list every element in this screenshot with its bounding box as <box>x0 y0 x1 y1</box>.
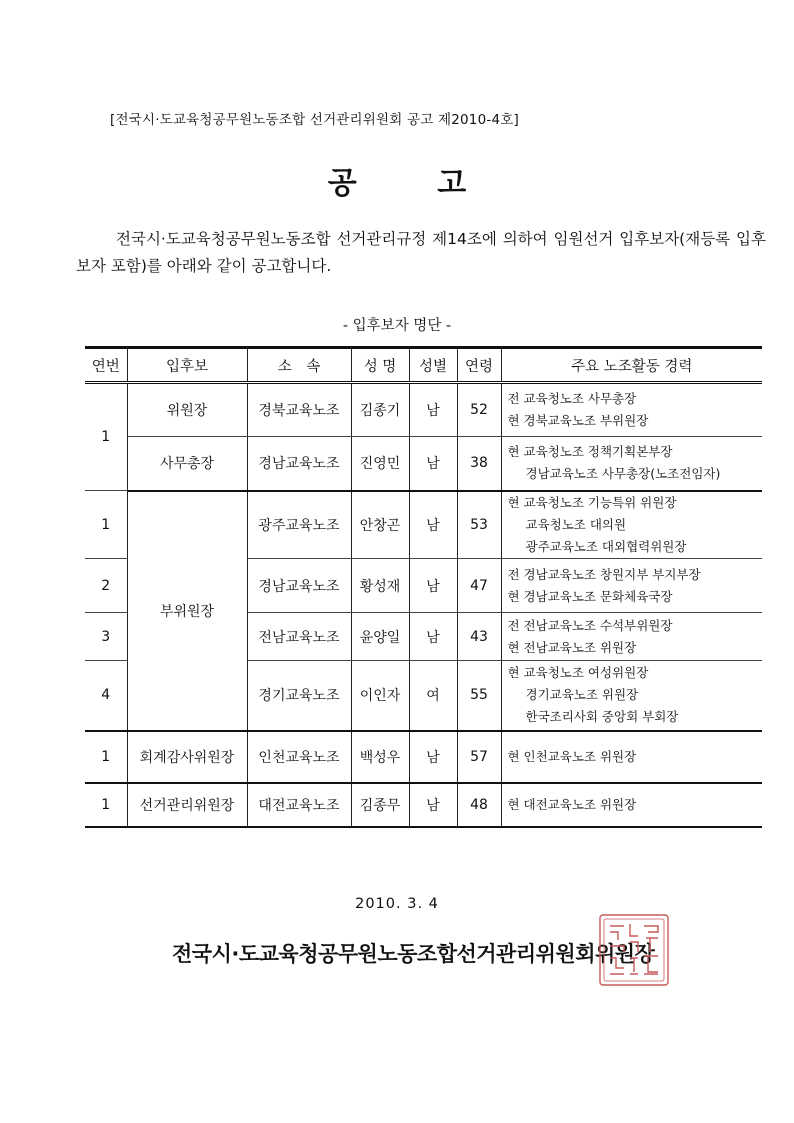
row-affiliation: 경기교육노조 <box>247 661 351 731</box>
career-line: 전 전남교육노조 수석부위원장 <box>507 617 673 633</box>
career-line: 현 경남교육노조 문화체육국장 <box>507 588 673 604</box>
table-row <box>85 731 762 783</box>
row-name: 진영민 <box>351 437 409 491</box>
table-row <box>85 383 762 437</box>
notice-reference: [전국시·도교육청공무원노동조합 선거관리위원회 공고 제2010-4호] <box>110 112 519 128</box>
row-gender: 남 <box>409 783 457 827</box>
career-line: 현 인천교육노조 위원장 <box>507 748 637 764</box>
row-name: 김종기 <box>351 383 409 437</box>
row-position: 부위원장 <box>127 491 247 731</box>
row-no: 1 <box>85 731 127 783</box>
row-affiliation: 인천교육노조 <box>247 731 351 783</box>
row-gender: 남 <box>409 491 457 559</box>
row-gender: 남 <box>409 383 457 437</box>
row-age: 48 <box>457 783 501 827</box>
row-no: 1 <box>85 383 127 491</box>
header-age: 연령 <box>457 348 501 383</box>
career-line: 교육청노조 대의원 <box>525 516 627 532</box>
candidate-table <box>85 346 762 828</box>
career-line: 현 대전교육노조 위원장 <box>507 796 637 812</box>
row-career <box>501 661 762 731</box>
candidate-list-heading: - 입후보자 명단 - <box>342 318 452 334</box>
row-career <box>501 613 762 661</box>
row-no: 2 <box>85 559 127 613</box>
header-name: 성 명 <box>351 348 409 383</box>
career-line: 전 교육청노조 사무총장 <box>507 391 637 406</box>
career-line: 경기교육노조 위원장 <box>525 687 639 703</box>
row-career <box>501 383 762 437</box>
row-gender: 남 <box>409 613 457 661</box>
row-no: 1 <box>85 491 127 559</box>
notice-body <box>76 226 766 280</box>
row-position: 사무총장 <box>127 437 247 491</box>
row-age: 38 <box>457 437 501 491</box>
row-position: 선거관리위원장 <box>127 783 247 827</box>
document-title: 공 고 <box>327 166 467 201</box>
row-age: 55 <box>457 661 501 731</box>
seal-graphic <box>600 915 668 985</box>
career-line: 현 경북교육노조 부위원장 <box>507 413 649 428</box>
row-affiliation: 경남교육노조 <box>247 437 351 491</box>
row-name: 안창곤 <box>351 491 409 559</box>
row-gender: 남 <box>409 437 457 491</box>
career-line: 현 교육청노조 여성위원장 <box>507 665 649 681</box>
career-line: 경남교육노조 사무총장(노조전임자) <box>525 466 721 482</box>
row-name: 백성우 <box>351 731 409 783</box>
row-affiliation: 대전교육노조 <box>247 783 351 827</box>
row-name: 이인자 <box>351 661 409 731</box>
row-no: 3 <box>85 613 127 661</box>
row-career <box>501 491 762 559</box>
row-no: 1 <box>85 783 127 827</box>
row-age: 43 <box>457 613 501 661</box>
notice-date: 2010. 3. 4 <box>355 896 439 912</box>
row-gender: 남 <box>409 731 457 783</box>
row-age: 52 <box>457 383 501 437</box>
row-gender: 남 <box>409 559 457 613</box>
table-header-row <box>85 348 762 383</box>
row-affiliation: 경남교육노조 <box>247 559 351 613</box>
header-career: 주요 노조활동 경력 <box>501 348 762 383</box>
header-position: 입후보 <box>127 348 247 383</box>
row-no: 4 <box>85 661 127 731</box>
row-age: 47 <box>457 559 501 613</box>
row-career <box>501 559 762 613</box>
header-no: 연번 <box>85 348 127 383</box>
table-row <box>85 783 762 827</box>
row-name: 윤양일 <box>351 613 409 661</box>
header-affiliation: 소 속 <box>247 348 351 383</box>
career-line: 현 교육청노조 정책기획본부장 <box>507 444 673 460</box>
notice-body-text: 전국시·도교육청공무원노동조합 선거관리규정 제14조에 의하여 임원선거 입후보자(재등록 입후보자 포함)를 아래와 같이 공고합니다. <box>76 230 766 275</box>
row-position: 회계감사위원장 <box>127 731 247 783</box>
row-name: 김종무 <box>351 783 409 827</box>
row-age: 57 <box>457 731 501 783</box>
row-affiliation: 전남교육노조 <box>247 613 351 661</box>
row-affiliation: 경북교육노조 <box>247 383 351 437</box>
career-line: 광주교육노조 대외협력위원장 <box>525 538 687 554</box>
official-seal-stamp <box>597 912 671 988</box>
row-gender: 여 <box>409 661 457 731</box>
signature: 전국시·도교육청공무원노동조합선거관리위원회위원장 <box>172 942 655 966</box>
row-career <box>501 731 762 783</box>
career-line: 전 경남교육노조 창원지부 부지부장 <box>507 566 701 582</box>
row-age: 53 <box>457 491 501 559</box>
row-career <box>501 437 762 491</box>
row-career <box>501 783 762 827</box>
career-line: 한국조리사회 중앙회 부회장 <box>525 709 679 725</box>
table-row <box>85 491 762 559</box>
row-name: 황성재 <box>351 559 409 613</box>
table-row <box>85 437 762 491</box>
row-position: 위원장 <box>127 383 247 437</box>
header-gender: 성별 <box>409 348 457 383</box>
career-line: 현 전남교육노조 위원장 <box>507 639 637 655</box>
row-affiliation: 광주교육노조 <box>247 491 351 559</box>
career-line: 현 교육청노조 기능특위 위원장 <box>507 494 677 510</box>
